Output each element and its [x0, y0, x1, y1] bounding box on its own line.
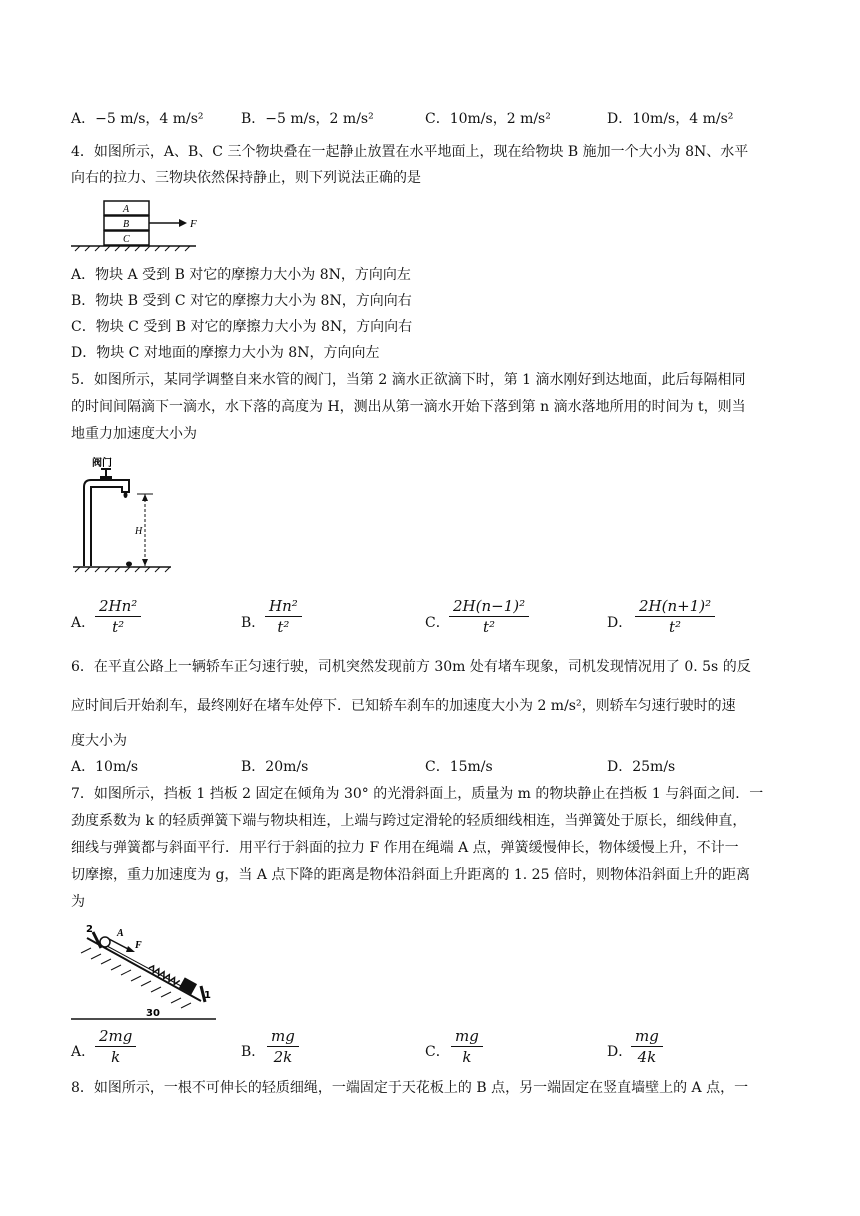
q4-option-d: D．物块 C 对地面的摩擦力大小为 8N，方向向左 — [71, 345, 380, 361]
q6-stem-line-3: 度大小为 — [71, 733, 127, 749]
q5-option-c-label: C． — [425, 615, 450, 631]
q5-option-d-denominator: t² — [669, 618, 682, 636]
q7-option-d-label: D． — [607, 1044, 633, 1060]
q5-option-a-fraction — [95, 597, 141, 636]
q5-stem-line-1: 5．如图所示，某同学调整自来水管的阀门，当第 2 滴水正欲滴下时，第 1 滴水刚好到达地面，此后每隔相同 — [71, 372, 746, 388]
q4-option-b: B．物块 B 受到 C 对它的摩擦力大小为 8N，方向向右 — [71, 293, 412, 309]
q7-option-d-denominator: 4k — [637, 1048, 657, 1066]
q4-stem-line-1: 4．如图所示，A、B、C 三个物块叠在一起静止放置在水平地面上，现在给物块 B 施加一个大小为 8N、水平 — [71, 144, 749, 160]
q7-stem-line-1: 7．如图所示，挡板 1 挡板 2 固定在倾角为 30° 的光滑斜面上，质量为 m 的物块静止在挡板 1 与斜面之间．一 — [71, 786, 764, 802]
label-a: A — [123, 204, 130, 215]
q7-option-a-label: A． — [71, 1044, 96, 1060]
q5-option-d-label: D． — [607, 615, 633, 631]
q7-incline-figure — [71, 920, 221, 1025]
q3-option-b: B．−5 m/s，2 m/s² — [241, 111, 374, 127]
pipe — [84, 480, 129, 566]
label-f: F — [190, 218, 197, 230]
q7-option-c-denominator: k — [462, 1048, 472, 1066]
q7-option-b-numerator: mg — [267, 1027, 299, 1047]
angle-label: 30 — [146, 1008, 160, 1019]
q7-option-a-fraction — [95, 1027, 136, 1066]
board-2-label: 2 — [86, 924, 93, 935]
pulley — [100, 937, 110, 947]
q3-option-a: A．−5 m/s，4 m/s² — [71, 111, 204, 127]
q7-option-b-fraction — [267, 1027, 299, 1066]
q7-option-d-numerator: mg — [631, 1027, 663, 1047]
force-arrow-head — [126, 946, 135, 952]
q7-option-c-numerator: mg — [451, 1027, 483, 1047]
q7-option-b-denominator: 2k — [273, 1048, 293, 1066]
incline-edge — [71, 938, 87, 1019]
block-m — [179, 977, 197, 994]
q7-option-a-denominator: k — [111, 1048, 121, 1066]
q5-option-b-denominator: t² — [277, 618, 290, 636]
point-a-label: A — [117, 928, 124, 939]
q5-stem-line-2: 的时间间隔滴下一滴水，水下落的高度为 H，测出从第一滴水开始下落到第 n 滴水落地所用的时间为 t，则当 — [71, 399, 746, 415]
q7-stem-line-4: 切摩擦，重力加速度为 g，当 A 点下降的距离是物体沿斜面上升距离的 1. 25 倍时，则物体沿斜面上升的距离 — [71, 867, 750, 883]
q6-option-d: D．25m/s — [607, 759, 676, 775]
q5-option-c-denominator: t² — [483, 618, 496, 636]
q4-blocks-figure — [71, 196, 201, 256]
label-b: B — [123, 219, 130, 230]
label-c: C — [123, 234, 130, 245]
q6-option-c: C．15m/s — [425, 759, 493, 775]
q3-option-d: D．10m/s，4 m/s² — [607, 111, 734, 127]
q6-option-a: A．10m/s — [71, 759, 139, 775]
q7-stem-line-5: 为 — [71, 894, 85, 910]
q5-faucet-figure — [71, 454, 181, 579]
height-arrow-down — [142, 559, 148, 566]
q5-stem-line-3: 地重力加速度大小为 — [71, 426, 197, 442]
force-label: F — [135, 940, 142, 951]
q6-option-b: B．20m/s — [241, 759, 309, 775]
q5-option-a-denominator: t² — [112, 618, 125, 636]
q7-stem-line-2: 劲度系数为 k 的轻质弹簧下端与物块相连，上端与跨过定滑轮的轻质细线相连，当弹簧处于原长，细线伸直， — [71, 813, 747, 829]
height-arrow-up — [142, 494, 148, 501]
string-to-a — [109, 939, 128, 949]
q6-stem-line-2: 应时间后开始刹车，最终刚好在堵车处停下．已知轿车刹车的加速度大小为 2 m/s²，则轿车匀速行驶时的速 — [71, 698, 736, 714]
q8-stem-line-1: 8．如图所示，一根不可伸长的轻质细绳，一端固定于天花板上的 B 点，另一端固定在竖直墙壁上的 A 点，一 — [71, 1080, 749, 1096]
q5-option-c-numerator: 2H(n−1)² — [449, 597, 529, 617]
q6-stem-line-1: 6．在平直公路上一辆轿车正匀速行驶，司机突然发现前方 30m 处有堵车现象，司机发现情况用了 0. 5s 的反 — [71, 659, 751, 675]
q5-option-a-label: A． — [71, 615, 96, 631]
q5-option-b-fraction — [265, 597, 302, 636]
q5-option-a-numerator: 2Hn² — [95, 597, 141, 617]
height-label: H — [135, 526, 143, 537]
q7-option-d-fraction — [631, 1027, 663, 1066]
q7-option-b-label: B． — [241, 1044, 266, 1060]
q3-option-c: C．10m/s，2 m/s² — [425, 111, 551, 127]
valve-label: 阀门 — [92, 458, 112, 469]
q4-option-a: A．物块 A 受到 B 对它的摩擦力大小为 8N，方向向左 — [71, 267, 411, 283]
q7-option-c-label: C． — [425, 1044, 450, 1060]
q7-option-a-numerator: 2mg — [95, 1027, 136, 1047]
q5-option-d-fraction — [635, 597, 715, 636]
q4-option-c: C．物块 C 受到 B 对它的摩擦力大小为 8N，方向向右 — [71, 319, 413, 335]
q4-stem-line-2: 向右的拉力、三物块依然保持静止，则下列说法正确的是 — [71, 170, 421, 186]
q5-option-d-numerator: 2H(n+1)² — [635, 597, 715, 617]
q5-option-c-fraction — [449, 597, 529, 636]
q5-option-b-numerator: Hn² — [265, 597, 302, 617]
q5-option-b-label: B． — [241, 615, 266, 631]
q7-stem-line-3: 细线与弹簧都与斜面平行．用平行于斜面的拉力 F 作用在绳端 A 点，弹簧缓慢伸长，物体缓慢上升，不计一 — [71, 840, 739, 856]
q7-option-c-fraction — [451, 1027, 483, 1066]
water-drop-top — [124, 492, 128, 498]
water-drop-bottom — [126, 562, 132, 567]
force-arrow-head — [179, 219, 187, 227]
board-1-label: 1 — [204, 990, 211, 1001]
